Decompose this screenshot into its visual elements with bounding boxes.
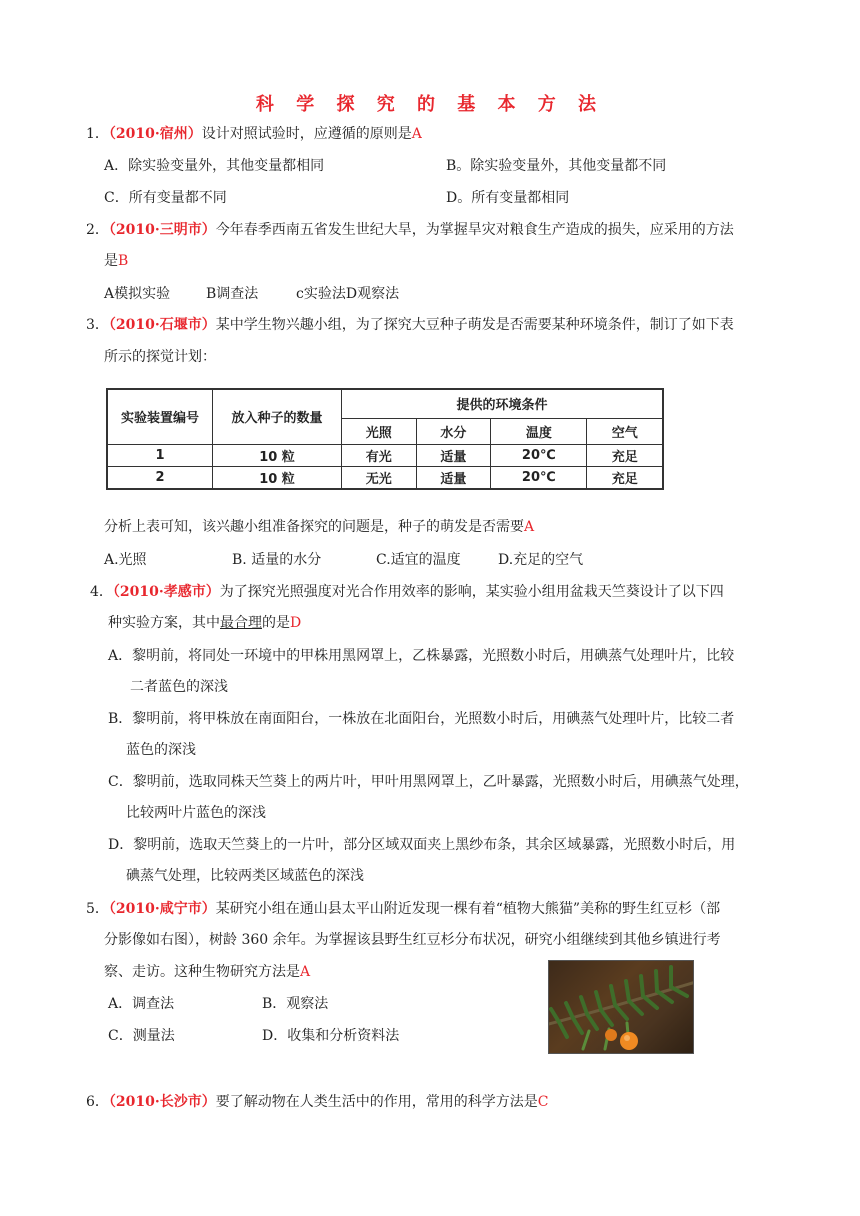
question-4-cont [108,613,301,633]
question-source: （2010·孝感市） [112,584,220,600]
option-a: A．黎明前，将同处一环境中的甲株用黑网罩上，乙株暴露，光照数小时后，用碘蒸气处理叶片，比较 [108,648,735,664]
answer: A [524,519,535,535]
option-a: A.光照 [104,552,147,568]
experiment-plan-table [106,388,664,490]
question-2 [86,220,734,240]
table-cell: 适量 [416,466,491,489]
answer: C [537,1094,549,1110]
option-a: A．除实验变量外，其他变量都相同 [104,158,325,174]
option-a: A．调查法 [108,996,175,1012]
header-count: 放入种子的数量 [213,389,342,444]
question-source: （2010·石堰市） [108,317,216,333]
table-row [107,444,663,466]
question-3 [86,315,734,335]
question-5-cont [104,962,310,982]
header-air: 空气 [587,418,663,444]
question-5-cont: 分影像如右图），树龄 360 余年。为掌握该县野生红豆杉分布状况，研究小组继续到其他乡镇进行考 [104,932,721,948]
option-d: D.充足的空气 [498,552,584,568]
option-b: B．观察法 [262,996,329,1012]
table-cell: 适量 [416,444,491,466]
option-d: D．收集和分析资料法 [262,1028,400,1044]
question-stem: 某研究小组在通山县太平山附近发现一棵有着“植物大熊猫”美称的野生红豆杉（部 [215,901,721,917]
question-stem: 察、走访。这种生物研究方法是 [104,964,300,980]
option-cd: c实验法D观察法 [296,286,400,302]
header-light: 光照 [342,418,417,444]
table-cell: 10 粒 [213,444,342,466]
question-stem: 设计对照试验时，应遵循的原则是 [201,126,412,142]
question-1 [86,124,422,144]
question-stem: 种实验方案，其中 [108,615,220,631]
table-cell: 充足 [587,466,663,489]
analysis-text: 分析上表可知，该兴趣小组准备探究的问题是，种子的萌发是否需要 [104,519,524,535]
option-d: D。所有变量都相同 [446,190,570,206]
question-source: （2010·三明市） [108,222,216,238]
page-title: 科 学 探 究 的 基 本 方 法 [255,94,605,115]
answer: B [118,253,129,269]
yew-branch-image [549,961,693,1053]
question-3-analysis [104,517,534,537]
option-a: A模拟实验 [104,286,171,302]
header-id: 实验装置编号 [107,389,213,444]
question-3-cont: 所示的探觉计划： [104,349,216,365]
question-stem: 的是 [262,615,290,631]
question-stem: 为了探究光照强度对光合作用效率的影响，某实验小组用盆栽天竺葵设计了以下四 [219,584,724,600]
table-cell: 10 粒 [213,466,342,489]
option-d-cont: 碘蒸气处理，比较两类区域蓝色的深浅 [126,868,364,884]
emphasis-underline: 最合理 [220,615,262,631]
question-stem: 是 [104,253,118,269]
answer: A [411,126,422,142]
answer: D [290,615,302,631]
question-5 [86,899,720,919]
option-b-cont: 蓝色的深浅 [126,742,196,758]
question-6 [86,1092,548,1112]
table-cell: 充足 [587,444,663,466]
option-d: D．黎明前，选取天竺葵上的一片叶，部分区域双面夹上黑纱布条，其余区域暴露，光照数小时后，用 [108,837,736,853]
answer: A [300,964,311,980]
question-stem: 今年春季西南五省发生世纪大旱，为掌握旱灾对粮食生产造成的损失，应采用的方法 [215,222,734,238]
option-c-cont: 比较两叶片蓝色的深浅 [126,805,266,821]
table-cell: 2 [107,466,213,489]
question-number: 1． [86,126,109,142]
header-temp: 温度 [491,418,587,444]
table-cell: 无光 [342,466,417,489]
table-cell: 20℃ [491,444,587,466]
question-stem: 要了解动物在人类生活中的作用，常用的科学方法是 [215,1094,538,1110]
question-number: 3． [86,317,109,333]
option-b: B调查法 [206,286,259,302]
option-a-cont: 二者蓝色的深浅 [130,679,228,695]
option-c: C.适宜的温度 [376,552,461,568]
question-number: 4． [90,584,113,600]
question-source: （2010·宿州） [108,126,202,142]
question-number: 5． [86,901,109,917]
table-cell: 20℃ [491,466,587,489]
question-source: （2010·咸宁市） [108,901,216,917]
question-stem: 某中学生物兴趣小组，为了探究大豆种子萌发是否需要某种环境条件，制订了如下表 [215,317,734,333]
option-c: C．黎明前，选取同株天竺葵上的两片叶，甲叶用黑网罩上，乙叶暴露，光照数小时后，用碘蒸气处理， [108,774,749,790]
table-cell: 有光 [342,444,417,466]
header-water: 水分 [416,418,491,444]
table-row [107,466,663,489]
question-number: 6． [86,1094,109,1110]
question-number: 2． [86,222,109,238]
option-b: B．黎明前，将甲株放在南面阳台，一株放在北面阳台，光照数小时后，用碘蒸气处理叶片，比较二者 [108,711,735,727]
question-2-cont [104,251,128,271]
table-cell: 1 [107,444,213,466]
option-c: C．测量法 [108,1028,175,1044]
question-source: （2010·长沙市） [108,1094,216,1110]
option-c: C．所有变量都不同 [104,190,227,206]
header-env: 提供的环境条件 [342,389,664,418]
question-4 [90,582,724,602]
option-b: B. 适量的水分 [232,552,322,568]
yew-branch-photo [548,960,694,1054]
option-b: B。除实验变量外，其他变量都不同 [446,158,667,174]
